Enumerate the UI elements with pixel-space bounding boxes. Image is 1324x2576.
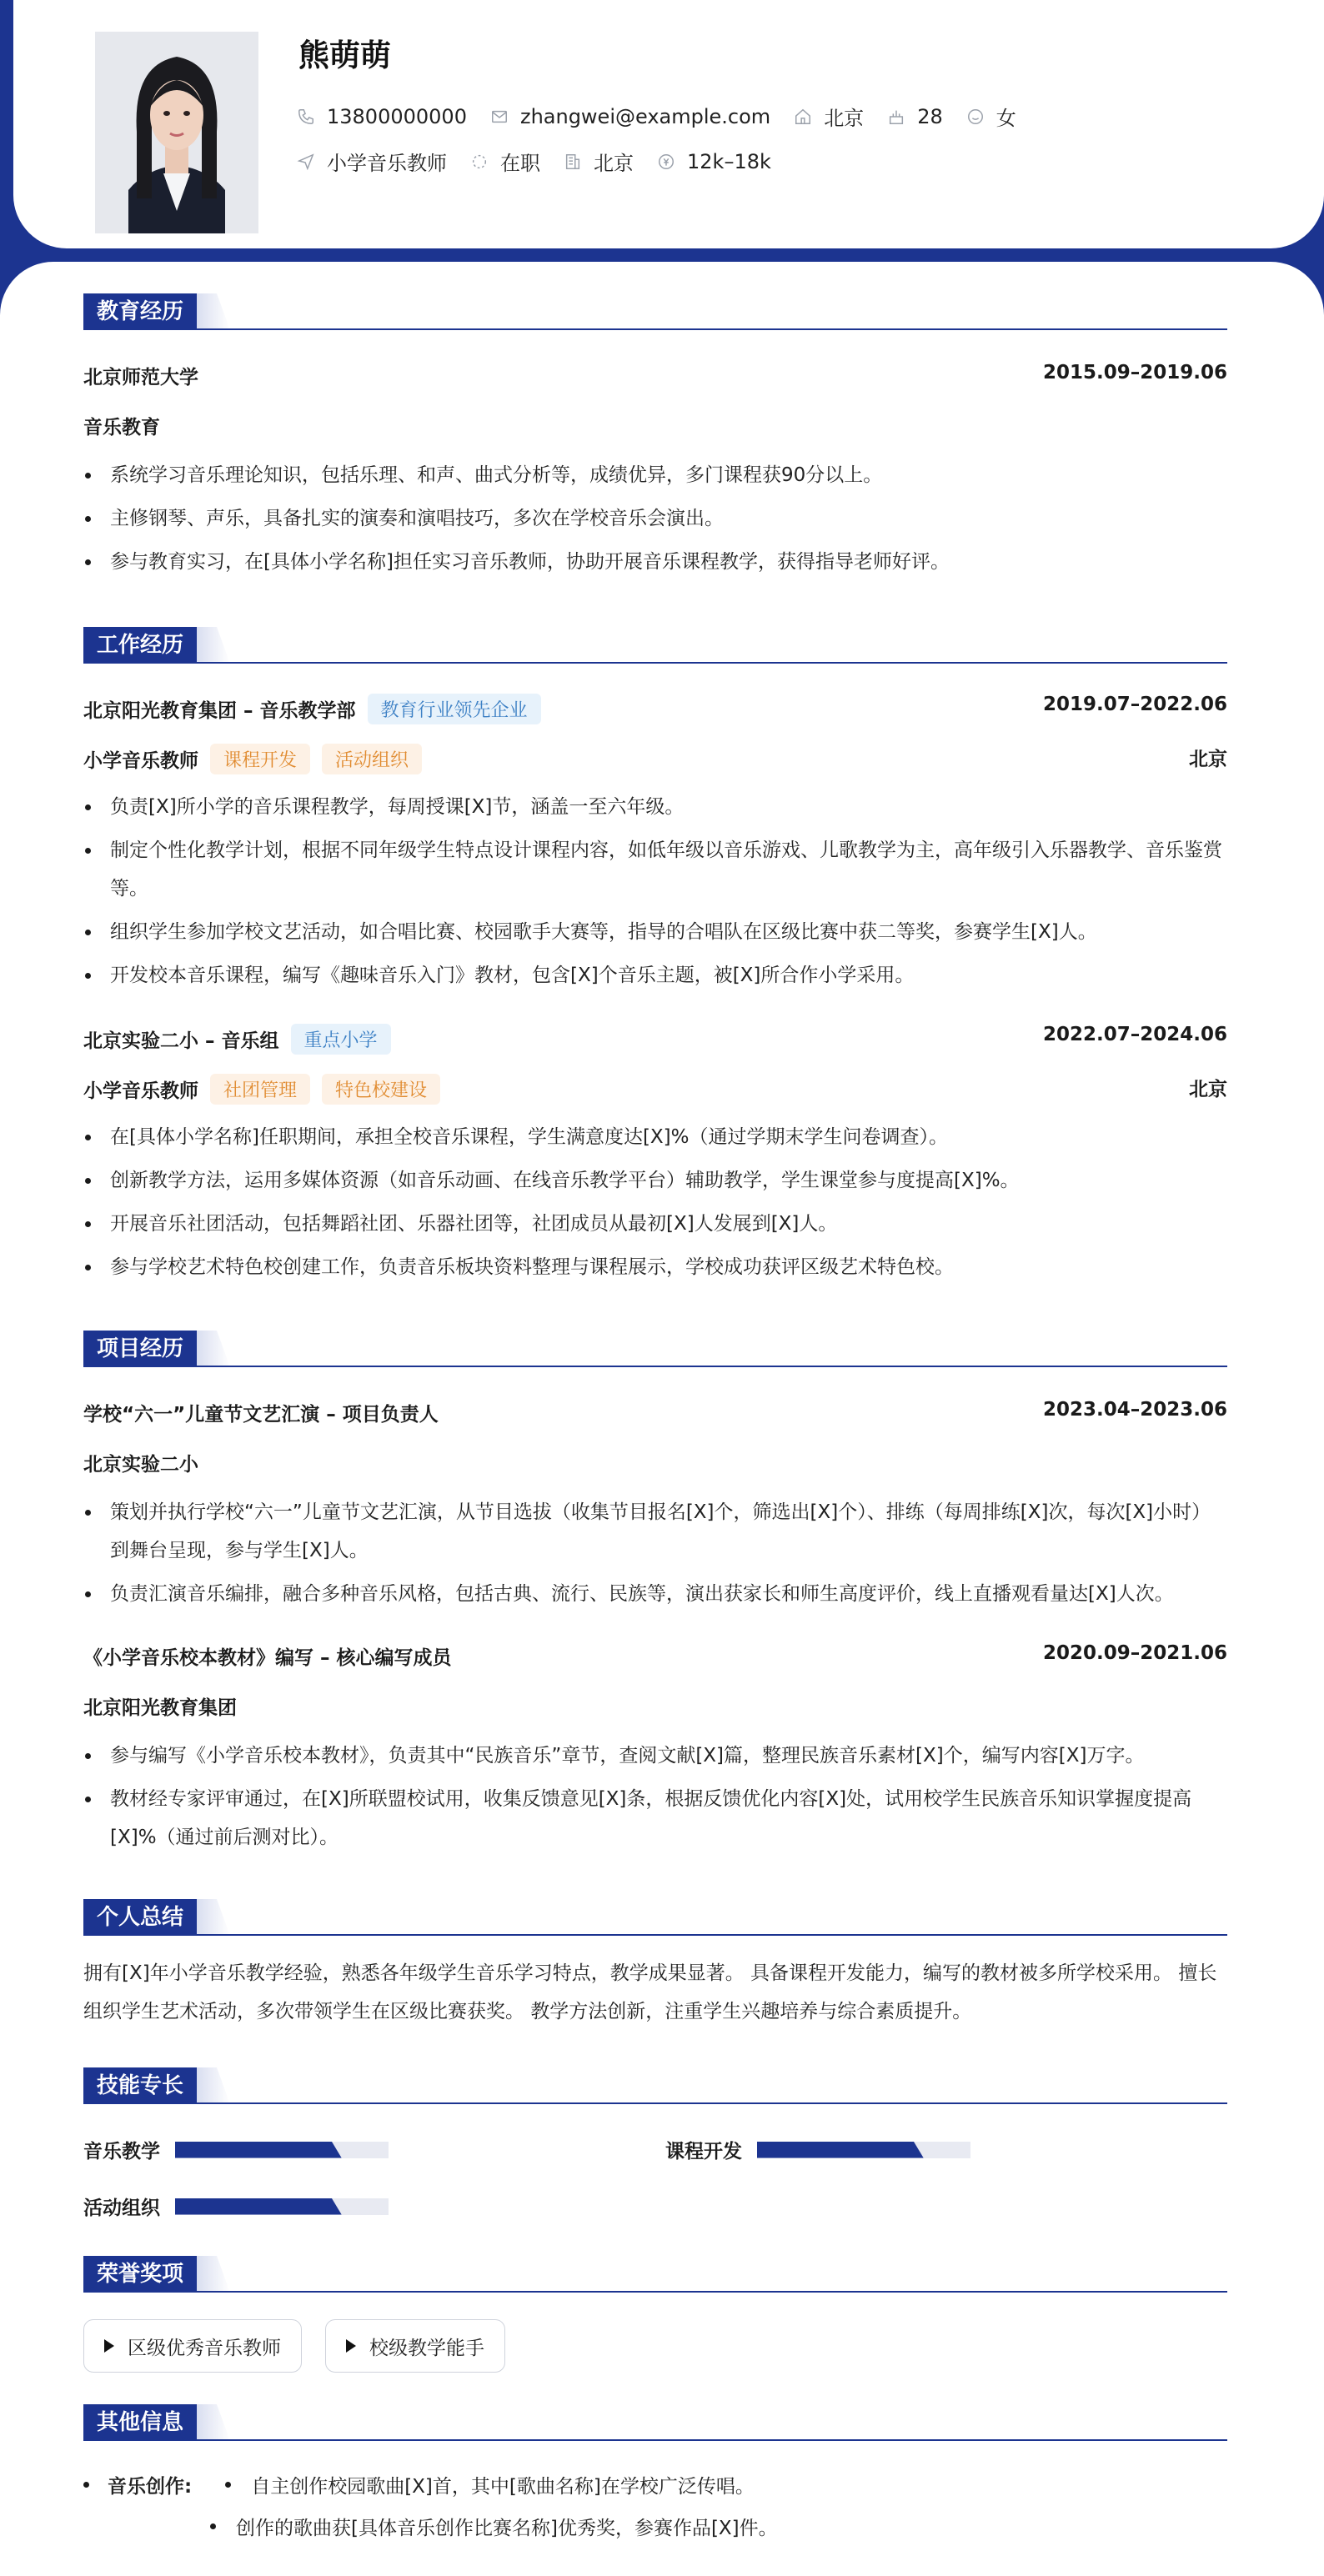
section-heading <box>83 1331 1227 1367</box>
project-org: 北京实验二小 <box>83 1454 198 1476</box>
role-tag: 社团管理 <box>210 1074 310 1105</box>
role-name: 小学音乐教师 <box>83 1080 198 1102</box>
section-heading <box>83 2404 1227 2441</box>
other-item <box>210 2513 778 2540</box>
honor-badge <box>83 2319 302 2373</box>
status-info <box>470 147 540 176</box>
cake-icon <box>887 108 905 126</box>
play-icon <box>346 2339 356 2353</box>
list-item: 开发校本音乐课程，编写《趣味音乐入门》教材，包含[X]个音乐主题，被[X]所合作小学采用。 <box>83 956 1227 995</box>
honor-badge <box>325 2319 505 2373</box>
skills-section <box>83 2067 1227 2219</box>
phone-info <box>297 105 467 128</box>
list-item: 参与学校艺术特色校创建工作，负责音乐板块资料整理与课程展示，学校成功获评区级艺术特色校。 <box>83 1248 1227 1286</box>
salary-info <box>657 150 771 173</box>
skill-item <box>83 2136 389 2163</box>
work-location: 北京 <box>1189 749 1227 770</box>
section-heading <box>83 2256 1227 2293</box>
list-item: 制定个性化教学计划，根据不同年级学生特点设计课程内容，如低年级以音乐游戏、儿歌教学为主，高年级引入乐器教学、音乐鉴赏等。 <box>83 831 1227 908</box>
list-item: 组织学生参加学校文艺活动，如合唱比赛、校园歌手大赛等，指导的合唱队在区级比赛中获二等奖，参赛学生[X]人。 <box>83 913 1227 951</box>
section-divider <box>83 1934 1227 1936</box>
work-section <box>83 627 1227 1278</box>
list-item: 主修钢琴、声乐，具备扎实的演奏和演唱技巧，多次在学校音乐会演出。 <box>83 499 1227 538</box>
other-text: 自主创作校园歌曲[X]首，其中[歌曲名称]在学校广泛传唱。 <box>251 2476 755 2498</box>
projects-section <box>83 1331 1227 1848</box>
phone-text: 13800000000 <box>327 104 467 128</box>
project-date: 2020.09–2021.06 <box>1042 1642 1227 1664</box>
section-heading <box>83 1899 1227 1936</box>
section-title: 工作经历 <box>83 627 197 664</box>
section-divider <box>83 328 1227 330</box>
role-tag: 特色校建设 <box>322 1074 440 1105</box>
list-item: 系统学习音乐理论知识，包括乐理、和声、曲式分析等，成绩优异，多门课程获90分以上。 <box>83 456 1227 494</box>
honors-section <box>83 2256 1227 2359</box>
section-title: 其他信息 <box>83 2404 197 2441</box>
summary-section <box>83 1899 1227 2022</box>
target-job-info <box>297 147 447 176</box>
age-info <box>887 105 943 128</box>
avatar-photo <box>95 32 258 233</box>
other-label: 音乐创作: <box>108 2476 193 2498</box>
list-item: 策划并执行学校“六一”儿童节文艺汇演，从节目选拔（收集节目报名[X]个，筛选出[X]个）、排练（每周排练[X]次，每次[X]小时）到舞台呈现，参与学生[X]人。 <box>83 1493 1227 1570</box>
section-divider <box>83 2439 1227 2441</box>
target-job-text: 小学音乐教师 <box>327 152 447 175</box>
section-title: 荣誉奖项 <box>83 2256 197 2293</box>
section-accent <box>197 1899 230 1936</box>
age-text: 28 <box>917 104 943 128</box>
section-heading <box>83 627 1227 664</box>
play-icon <box>104 2339 114 2353</box>
honor-text: 区级优秀音乐教师 <box>128 2337 281 2359</box>
role-name: 小学音乐教师 <box>83 750 198 772</box>
building-icon <box>564 153 582 171</box>
list-item: 教材经专家评审通过，在[X]所联盟校试用，收集反馈意见[X]条，根据反馈优化内容[X]处，试用校学生民族音乐知识掌握度提高[X]%（通过前后测对比）。 <box>83 1780 1227 1857</box>
mail-icon <box>490 108 509 126</box>
work-company <box>83 694 541 724</box>
avatar <box>95 32 258 233</box>
skill-bar <box>175 2142 389 2158</box>
section-accent <box>197 293 230 330</box>
work-company <box>83 1024 391 1055</box>
target-city-info <box>564 147 634 176</box>
section-accent <box>197 2404 230 2441</box>
section-divider <box>83 662 1227 664</box>
project-bullets <box>83 1737 1227 1857</box>
education-bullets <box>83 456 1227 581</box>
status-text: 在职 <box>500 152 540 175</box>
list-item: 参与教育实习，在[具体小学名称]担任实习音乐教师，协助开展音乐课程教学，获得指导老师好评。 <box>83 543 1227 581</box>
section-accent <box>197 2067 230 2104</box>
skill-name: 活动组织 <box>83 2198 160 2219</box>
skill-bar <box>757 2142 970 2158</box>
email-info <box>490 105 770 128</box>
candidate-name: 熊萌萌 <box>298 38 391 73</box>
project-bullets <box>83 1493 1227 1613</box>
section-divider <box>83 1366 1227 1367</box>
gender-info <box>966 102 1016 131</box>
skill-name: 课程开发 <box>665 2141 742 2163</box>
list-item: 在[具体小学名称]任职期间，承担全校音乐课程，学生满意度达[X]%（通过学期末学生问卷调查）。 <box>83 1118 1227 1156</box>
list-item: 参与编写《小学音乐校本教材》，负责其中“民族音乐”章节，查阅文献[X]篇，整理民族音乐素材[X]个，编写内容[X]万字。 <box>83 1737 1227 1775</box>
section-accent <box>197 2256 230 2293</box>
phone-icon <box>297 108 315 126</box>
education-date: 2015.09–2019.06 <box>1042 362 1227 383</box>
work-location: 北京 <box>1189 1079 1227 1100</box>
target-city-text: 北京 <box>594 152 634 175</box>
section-title: 项目经历 <box>83 1331 197 1367</box>
company-tag: 教育行业领先企业 <box>368 694 541 724</box>
section-heading <box>83 2067 1227 2104</box>
home-icon <box>794 108 812 126</box>
skill-bar <box>175 2198 389 2215</box>
work-date: 2022.07–2024.06 <box>1042 1024 1227 1045</box>
email-text: zhangwei@example.com <box>519 104 771 128</box>
section-accent <box>197 627 230 664</box>
bullet-dot <box>83 2482 89 2488</box>
role-tag: 课程开发 <box>210 744 310 774</box>
major-name: 音乐教育 <box>83 417 160 439</box>
city-info <box>794 102 864 131</box>
list-item: 负责汇演音乐编排，融合多种音乐风格，包括古典、流行、民族等，演出获家长和师生高度评价，线上直播观看量达[X]人次。 <box>83 1575 1227 1613</box>
section-accent <box>197 1331 230 1367</box>
skill-bar-fill <box>175 2198 342 2215</box>
role-tag: 活动组织 <box>322 744 422 774</box>
skill-item <box>665 2136 970 2163</box>
company-tag: 重点小学 <box>291 1024 391 1055</box>
company-name: 北京阳光教育集团 – 音乐教学部 <box>83 700 356 722</box>
school-name: 北京师范大学 <box>83 367 198 388</box>
other-text: 创作的歌曲获[具体音乐创作比赛名称]优秀奖，参赛作品[X]件。 <box>236 2518 778 2539</box>
list-item: 创新教学方法，运用多媒体资源（如音乐动画、在线音乐教学平台）辅助教学，学生课堂参与度提高[X]%。 <box>83 1161 1227 1200</box>
work-bullets <box>83 1118 1227 1286</box>
skill-item <box>83 2193 389 2220</box>
education-section <box>83 293 1227 573</box>
work-bullets <box>83 788 1227 995</box>
skill-name: 音乐教学 <box>83 2141 160 2163</box>
work-date: 2019.07–2022.06 <box>1042 694 1227 715</box>
work-role <box>83 1074 440 1105</box>
work-role <box>83 744 422 774</box>
job-row <box>297 147 795 176</box>
section-divider <box>83 2291 1227 2293</box>
other-section <box>83 2404 1227 2539</box>
send-icon <box>297 153 315 171</box>
skill-bar-fill <box>757 2142 924 2158</box>
project-title: 《小学音乐校本教材》编写 – 核心编写成员 <box>83 1647 452 1669</box>
other-item <box>83 2471 755 2498</box>
bullet-dot <box>210 2523 216 2529</box>
face-icon <box>966 108 985 126</box>
gender-text: 女 <box>996 107 1016 130</box>
honor-text: 校级教学能手 <box>369 2337 484 2359</box>
section-title: 个人总结 <box>83 1899 197 1936</box>
project-org: 北京阳光教育集团 <box>83 1697 237 1719</box>
salary-text: 12k–18k <box>687 149 771 173</box>
city-text: 北京 <box>824 107 865 130</box>
status-icon <box>470 153 489 171</box>
project-date: 2023.04–2023.06 <box>1042 1399 1227 1421</box>
bullet-dot <box>225 2482 231 2488</box>
project-title: 学校“六一”儿童节文艺汇演 – 项目负责人 <box>83 1404 439 1426</box>
coin-icon <box>657 153 675 171</box>
list-item: 负责[X]所小学的音乐课程教学，每周授课[X]节，涵盖一至六年级。 <box>83 788 1227 826</box>
section-divider <box>83 2102 1227 2104</box>
section-title: 技能专长 <box>83 2067 197 2104</box>
list-item: 开展音乐社团活动，包括舞蹈社团、乐器社团等，社团成员从最初[X]人发展到[X]人。 <box>83 1205 1227 1243</box>
contact-row <box>297 102 1040 131</box>
summary-text: 拥有[X]年小学音乐教学经验，熟悉各年级学生音乐学习特点，教学成果显著。 具备课程开发能力，编写的教材被多所学校采用。 擅长组织学生艺术活动，多次带领学生在区级比赛获奖。 教学方法创新，注重学生兴趣培养与综合素质提升。 <box>83 1962 1217 2022</box>
section-title: 教育经历 <box>83 293 197 330</box>
skill-bar-fill <box>175 2142 342 2158</box>
company-name: 北京实验二小 – 音乐组 <box>83 1030 279 1052</box>
section-heading <box>83 293 1227 330</box>
